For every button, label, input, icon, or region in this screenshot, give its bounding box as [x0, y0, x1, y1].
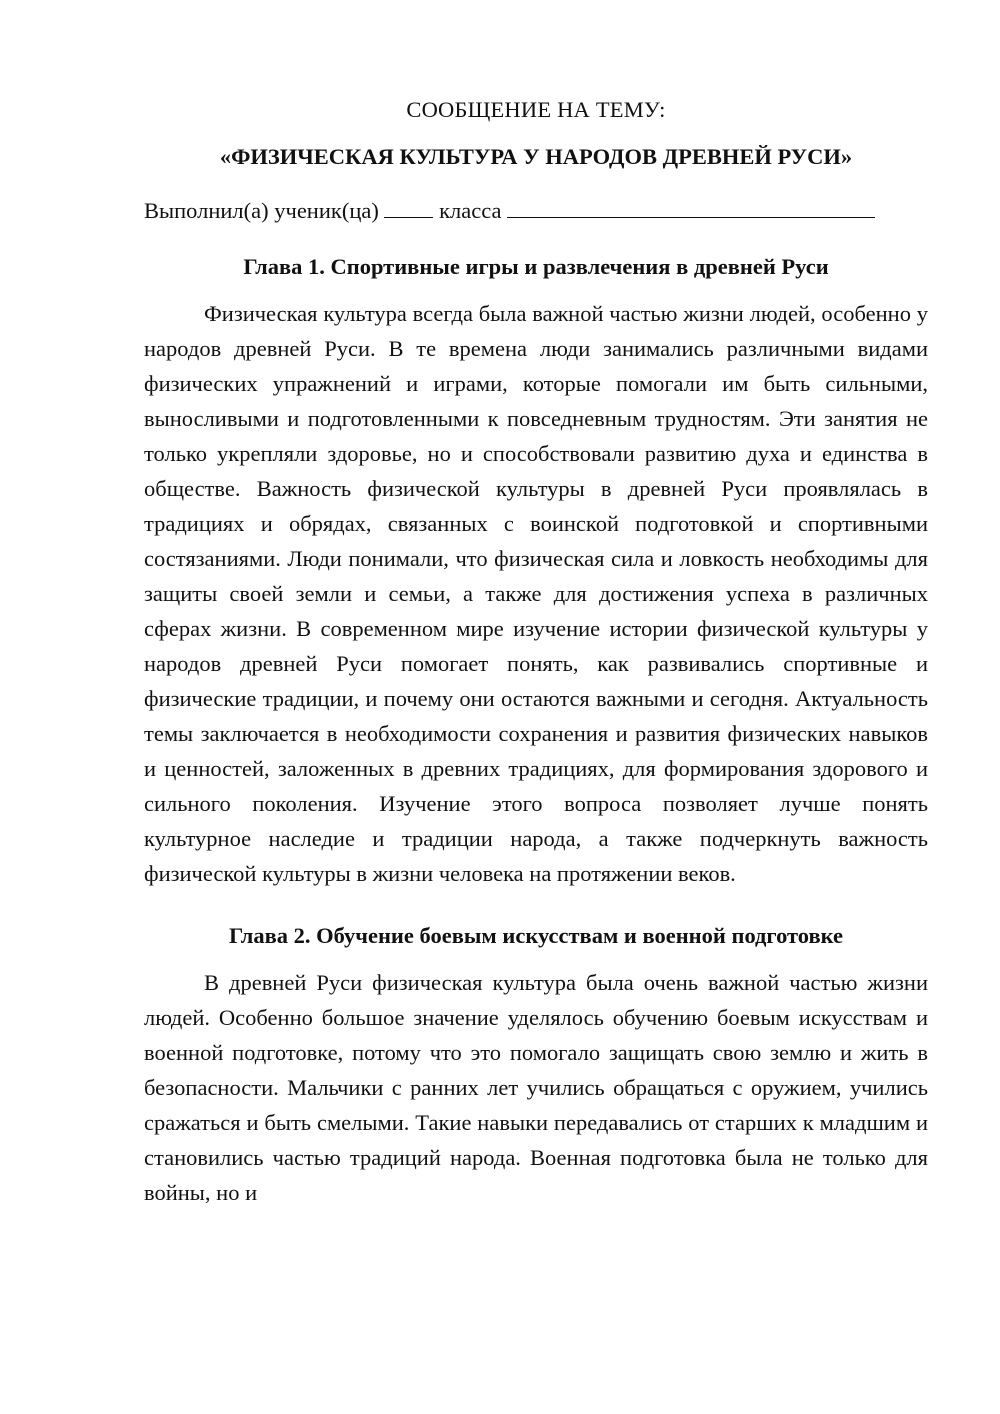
grade-blank: [384, 195, 433, 218]
title-line-2: «ФИЗИЧЕСКАЯ КУЛЬТУРА У НАРОДОВ ДРЕВНЕЙ РУСИ»: [219, 144, 853, 169]
chapter-1-heading: Глава 1. Спортивные игры и развлечения в древней Руси: [243, 254, 829, 279]
author-line: [144, 190, 928, 232]
name-blank: [507, 195, 875, 218]
title-line-1: СООБЩЕНИЕ НА ТЕМУ:: [406, 97, 666, 122]
chapter-1-paragraph: Физическая культура всегда была важной частью жизни людей, особенно у народов древней Руси. В те времена люди занимались различными видами физических упражнений и играми, которые помогали им быть сильными, выносливыми и подготовленными к повседневным трудностям. Эти занятия не только укрепляли здоровье, но и способствовали развитию духа и единства в обществе. Важность физической культуры в древней Руси проявлялась в традициях и обрядах, связанных с воинской подготовкой и спортивными состязаниями. Люди понимали, что физическая сила и ловкость необходимы для защиты своей земли и семьи, а также для достижения успеха в различных сферах жизни. В современном мире изучение истории физической культуры у народов древней Руси помогает понять, как развивались спортивные и физические традиции, и почему они остаются важными и сегодня. Актуальность темы заключается в необходимости сохранения и развития физических навыков и ценностей, заложенных в древних традициях, для формирования здорового и сильного поколения. Изучение этого вопроса позволяет лучше понять культурное наследие и традиции народа, а также подчеркнуть важность физической культуры в жизни человека на протяжении веков.: [144, 301, 928, 886]
class-label: класса: [439, 198, 502, 223]
chapter-2-heading: Глава 2. Обучение боевым искусствам и военной подготовке: [228, 923, 844, 948]
document-body: [144, 84, 928, 1210]
author-label: Выполнил(а) ученик(ца): [144, 198, 379, 223]
chapter-2-paragraph: В древней Руси физическая культура была очень важной частью жизни людей. Особенно большое значение уделялось обучению боевым искусствам и военной подготовке, потому что это помогало защищать свою землю и жить в безопасности. Мальчики с ранних лет учились обращаться с оружием, учились сражаться и быть смелыми. Такие навыки передавались от старших к младшим и становились частью традиций народа. Военная подготовка была не только для войны, но и: [144, 970, 928, 1205]
